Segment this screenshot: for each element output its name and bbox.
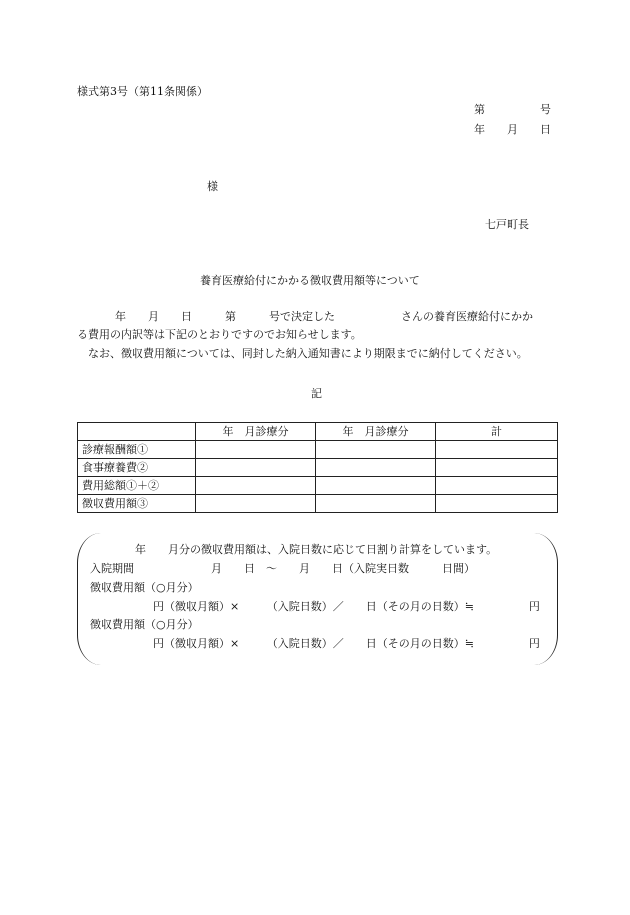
addressee-suffix: 様	[207, 180, 218, 193]
row-label: 費用総額①＋②	[78, 477, 196, 495]
body-line-1: 年 月 日 第 号で決定した さんの養育医療給付にかか	[115, 310, 533, 323]
body-line-3: なお、徴収費用額については、同封した納入通知書により期限までに納付してください。	[88, 347, 528, 360]
table-cell	[436, 459, 558, 477]
fee-table	[77, 422, 558, 513]
calc-intro: 年 月分の徴収費用額は、入院日数に応じて日割り計算をしています。	[135, 543, 498, 556]
fee-formula-1: 円（徴収月額）× （入院日数）／ 日（その月の日数）≒ 円	[153, 600, 540, 613]
table-cell	[316, 441, 436, 459]
fee-formula-2: 円（徴収月額）× （入院日数）／ 日（その月の日数）≒ 円	[153, 637, 540, 650]
table-cell	[436, 495, 558, 513]
row-label: 診療報酬額①	[78, 441, 196, 459]
issue-date: 年 月 日	[474, 123, 551, 136]
table-row	[78, 459, 558, 477]
document-title: 養育医療給付にかかる徴収費用額等について	[200, 274, 420, 287]
table-header-month-2: 年 月診療分	[316, 423, 436, 441]
table-cell	[436, 441, 558, 459]
table-cell	[196, 459, 316, 477]
hospital-period: 入院期間 月 日 ～ 月 日（入院実日数 日間）	[90, 562, 475, 575]
table-cell	[196, 495, 316, 513]
table-row	[78, 495, 558, 513]
table-header-total: 計	[436, 423, 558, 441]
table-header-row	[78, 423, 558, 441]
fee-label-1: 徴収費用額（○月分）	[90, 581, 199, 594]
body-line-2: る費用の内訳等は下記のとおりですのでお知らせします。	[77, 328, 362, 341]
table-row	[78, 477, 558, 495]
row-label: 食事療養費②	[78, 459, 196, 477]
ki-heading: 記	[311, 387, 322, 400]
form-number: 様式第3号（第11条関係）	[77, 85, 208, 98]
table-header-blank	[78, 423, 196, 441]
row-label: 徴収費用額③	[78, 495, 196, 513]
document-number: 第 号	[474, 103, 551, 116]
fee-label-2: 徴収費用額（○月分）	[90, 618, 199, 631]
sender-name: 七戸町長	[485, 218, 529, 231]
table-row	[78, 441, 558, 459]
table-cell	[316, 459, 436, 477]
table-cell	[196, 441, 316, 459]
table-cell	[436, 477, 558, 495]
table-header-month-1: 年 月診療分	[196, 423, 316, 441]
table-cell	[316, 495, 436, 513]
table-cell	[196, 477, 316, 495]
table-cell	[316, 477, 436, 495]
